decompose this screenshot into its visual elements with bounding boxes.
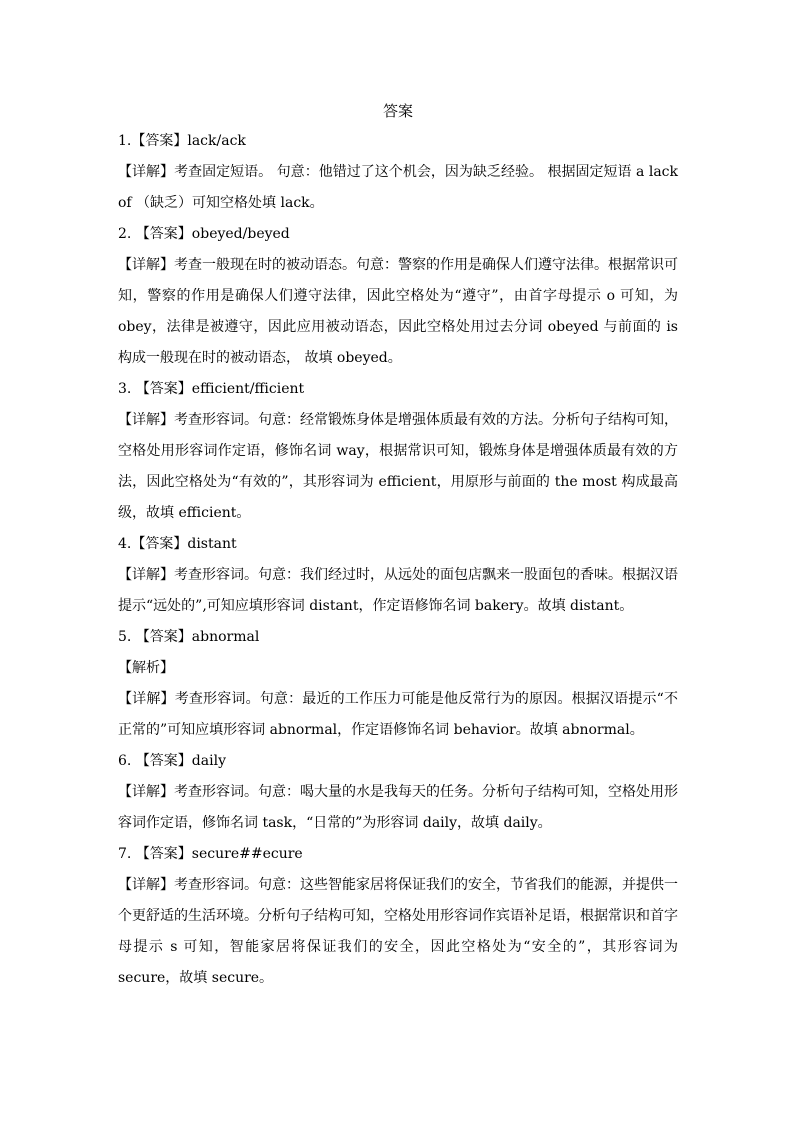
detail-7: 【详解】考查形容词。句意：这些智能家居将保证我们的安全，节省我们的能源，并提供一个更舒适的生活环境。分析句子结构可知，空格处用形容词作宾语补足语，根据常识和首字母提示 s 可知，智能家居将保证我们的安全，因此空格处为“安全的”，其形容词为 secure，故填 secure。	[118, 877, 678, 986]
detail-5: 【详解】考查形容词。句意：最近的工作压力可能是他反常行为的原因。根据汉语提示“不正常的”可知应填形容词 abnormal，作定语修饰名词 behavior。故填 abnormal。	[118, 691, 678, 738]
analysis-5: 【解析】	[118, 660, 174, 676]
answer-document	[118, 96, 678, 994]
answer-7: 7. 【答案】secure##ecure	[118, 846, 303, 862]
answer-1: 1.【答案】lack/ack	[118, 133, 246, 149]
answer-3: 3. 【答案】efficient/fficient	[118, 381, 305, 397]
detail-4: 【详解】考查形容词。句意：我们经过时，从远处的面包店飘来一股面包的香味。根据汉语提示“远处的”,可知应填形容词 distant，作定语修饰名词 bakery。故填 distant。	[118, 567, 678, 614]
page-title: 答案	[382, 102, 413, 120]
answer-6: 6. 【答案】daily	[118, 753, 226, 769]
detail-2: 【详解】考查一般现在时的被动语态。句意：警察的作用是确保人们遵守法律。根据常识可知，警察的作用是确保人们遵守法律，因此空格处为“遵守”，由首字母提示 o 可知，为 obey，法律是被遵守，因此应用被动语态，因此空格处用过去分词 obeyed 与前面的 is 构成一般现在时的被动语态， 故填 obeyed。	[118, 257, 678, 366]
detail-1: 【详解】考查固定短语。 句意：他错过了这个机会，因为缺乏经验。 根据固定短语 a lack of （缺乏）可知空格处填 lack。	[118, 164, 678, 211]
answer-4: 4.【答案】distant	[118, 536, 237, 552]
answer-5: 5. 【答案】abnormal	[118, 629, 260, 645]
detail-3: 【详解】考查形容词。句意：经常锻炼身体是增强体质最有效的方法。分析句子结构可知，空格处用形容词作定语，修饰名词 way，根据常识可知，锻炼身体是增强体质最有效的方法，因此空格处为“有效的”，其形容词为 efficient，用原形与前面的 the most 构成最高级，故填 efficient。	[118, 412, 678, 521]
detail-6: 【详解】考查形容词。句意：喝大量的水是我每天的任务。分析句子结构可知，空格处用形容词作定语，修饰名词 task，“日常的”为形容词 daily，故填 daily。	[118, 784, 678, 831]
answer-2: 2. 【答案】obeyed/beyed	[118, 226, 290, 242]
